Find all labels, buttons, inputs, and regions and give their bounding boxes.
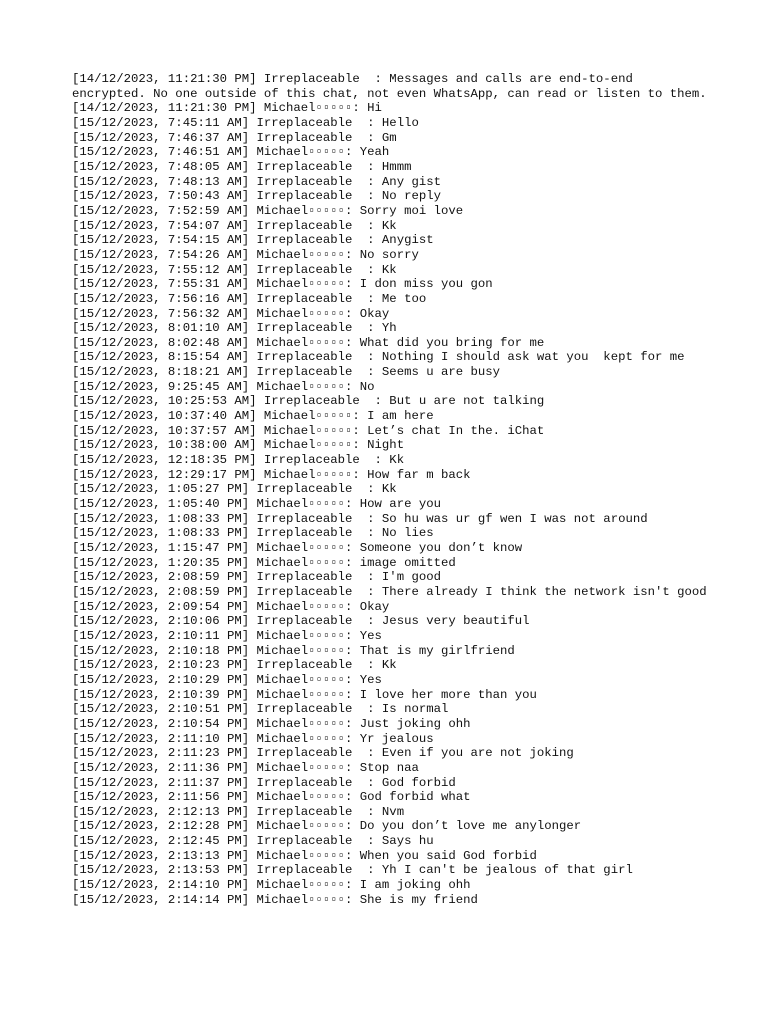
message-line: [15/12/2023, 1:08:33 PM] Irreplaceable : So hu was ur gf wen I was not around (72, 511, 648, 526)
message-line: [15/12/2023, 12:18:35 PM] Irreplaceable : Kk (72, 453, 405, 468)
message-line: [15/12/2023, 2:11:23 PM] Irreplaceable : Even if you are not joking (72, 746, 574, 761)
message-line: [15/12/2023, 7:48:13 AM] Irreplaceable : Any gist (72, 174, 441, 189)
message-line: [15/12/2023, 2:11:37 PM] Irreplaceable : God forbid (72, 775, 456, 790)
message-line: [15/12/2023, 7:55:12 AM] Irreplaceable : Kk (72, 262, 397, 277)
message-line: [15/12/2023, 7:52:59 AM] Michael▫▫▫▫▫: Sorry moi love (72, 203, 464, 218)
message-line: [15/12/2023, 1:20:35 PM] Michael▫▫▫▫▫: image omitted (72, 555, 456, 570)
message-line: [15/12/2023, 12:29:17 PM] Michael▫▫▫▫▫: How far m back (72, 467, 471, 482)
message-line: [15/12/2023, 2:13:53 PM] Irreplaceable : Yh I can't be jealous of that girl (72, 863, 633, 878)
message-line: [15/12/2023, 2:14:14 PM] Michael▫▫▫▫▫: She is my friend (72, 892, 478, 907)
message-line: [15/12/2023, 8:15:54 AM] Irreplaceable : Nothing I should ask wat you kept for me (72, 350, 685, 365)
message-line: [15/12/2023, 2:10:51 PM] Irreplaceable : Is normal (72, 702, 449, 717)
message-line: [15/12/2023, 7:56:16 AM] Irreplaceable : Me too (72, 291, 427, 306)
message-line: [15/12/2023, 7:54:07 AM] Irreplaceable : Kk (72, 218, 397, 233)
message-line: [15/12/2023, 7:54:15 AM] Irreplaceable : Anygist (72, 233, 434, 248)
message-line: [15/12/2023, 1:05:27 PM] Irreplaceable : Kk (72, 482, 397, 497)
message-line: [15/12/2023, 2:10:11 PM] Michael▫▫▫▫▫: Yes (72, 628, 382, 643)
message-line: [15/12/2023, 2:08:59 PM] Irreplaceable : I'm good (72, 570, 441, 585)
message-line: [15/12/2023, 8:18:21 AM] Irreplaceable : Seems u are busy (72, 365, 501, 380)
message-line: [15/12/2023, 2:09:54 PM] Michael▫▫▫▫▫: Okay (72, 599, 390, 614)
message-line: [15/12/2023, 7:50:43 AM] Irreplaceable : No reply (72, 189, 441, 204)
message-line: [15/12/2023, 7:46:37 AM] Irreplaceable : Gm (72, 130, 397, 145)
message-line: [14/12/2023, 11:21:30 PM] Irreplaceable : Messages and calls are end-to-end encrypted. No one outside of this chat, not even WhatsApp, can read or listen to them. (72, 72, 707, 101)
message-line: [15/12/2023, 2:08:59 PM] Irreplaceable : There already I think the network isn't good (72, 584, 707, 599)
message-line: [14/12/2023, 11:21:30 PM] Michael▫▫▫▫▫: Hi (72, 101, 382, 116)
message-line: [15/12/2023, 7:46:51 AM] Michael▫▫▫▫▫: Yeah (72, 145, 390, 160)
message-line: [15/12/2023, 9:25:45 AM] Michael▫▫▫▫▫: No (72, 379, 375, 394)
message-line: [15/12/2023, 10:37:40 AM] Michael▫▫▫▫▫: I am here (72, 409, 434, 424)
message-line: [15/12/2023, 2:14:10 PM] Michael▫▫▫▫▫: I am joking ohh (72, 878, 471, 893)
message-line: [15/12/2023, 7:54:26 AM] Michael▫▫▫▫▫: No sorry (72, 247, 419, 262)
message-line: [15/12/2023, 10:25:53 AM] Irreplaceable : But u are not talking (72, 394, 545, 409)
message-line: [15/12/2023, 2:11:56 PM] Michael▫▫▫▫▫: God forbid what (72, 790, 471, 805)
message-line: [15/12/2023, 2:11:10 PM] Michael▫▫▫▫▫: Yr jealous (72, 731, 434, 746)
message-line: [15/12/2023, 2:10:54 PM] Michael▫▫▫▫▫: Just joking ohh (72, 716, 471, 731)
message-line: [15/12/2023, 2:10:39 PM] Michael▫▫▫▫▫: I love her more than you (72, 687, 537, 702)
message-line: [15/12/2023, 1:15:47 PM] Michael▫▫▫▫▫: Someone you don’t know (72, 541, 523, 555)
message-line: [15/12/2023, 2:12:45 PM] Irreplaceable : Says hu (72, 834, 434, 849)
chat-transcript (72, 72, 712, 907)
message-line: [15/12/2023, 2:10:29 PM] Michael▫▫▫▫▫: Yes (72, 672, 382, 687)
message-line: [15/12/2023, 1:08:33 PM] Irreplaceable : No lies (72, 526, 434, 541)
message-line: [15/12/2023, 1:05:40 PM] Michael▫▫▫▫▫: How are you (72, 497, 441, 512)
message-line: [15/12/2023, 7:55:31 AM] Michael▫▫▫▫▫: I don miss you gon (72, 277, 493, 292)
message-line: [15/12/2023, 10:37:57 AM] Michael▫▫▫▫▫: Let’s chat In the. iChat (72, 423, 545, 438)
message-line: [15/12/2023, 2:11:36 PM] Michael▫▫▫▫▫: Stop naa (72, 760, 419, 775)
message-line: [15/12/2023, 2:12:13 PM] Irreplaceable : Nvm (72, 804, 405, 819)
message-line: [15/12/2023, 2:10:06 PM] Irreplaceable : Jesus very beautiful (72, 614, 530, 629)
message-line: [15/12/2023, 2:12:28 PM] Michael▫▫▫▫▫: Do you don’t love me anylonger (72, 819, 582, 834)
message-line: [15/12/2023, 8:01:10 AM] Irreplaceable : Yh (72, 321, 397, 336)
message-line: [15/12/2023, 7:56:32 AM] Michael▫▫▫▫▫: Okay (72, 306, 390, 321)
message-line: [15/12/2023, 10:38:00 AM] Michael▫▫▫▫▫: Night (72, 438, 405, 453)
message-line: [15/12/2023, 2:10:18 PM] Michael▫▫▫▫▫: That is my girlfriend (72, 643, 515, 658)
message-line: [15/12/2023, 2:13:13 PM] Michael▫▫▫▫▫: When you said God forbid (72, 848, 537, 863)
message-line: [15/12/2023, 8:02:48 AM] Michael▫▫▫▫▫: What did you bring for me (72, 335, 545, 350)
message-line: [15/12/2023, 7:45:11 AM] Irreplaceable : Hello (72, 115, 419, 130)
message-line: [15/12/2023, 2:10:23 PM] Irreplaceable : Kk (72, 658, 397, 673)
message-line: [15/12/2023, 7:48:05 AM] Irreplaceable : Hmmm (72, 159, 412, 174)
